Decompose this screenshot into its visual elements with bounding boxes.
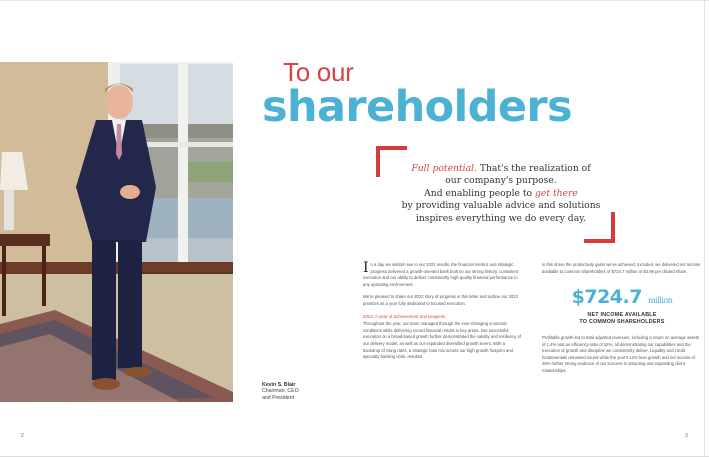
quote-line-1 bbox=[392, 163, 610, 175]
column1-paragraph-1 bbox=[363, 262, 523, 288]
quote-line-3-start: And enabling people to bbox=[424, 187, 536, 199]
page-edge-top bbox=[0, 0, 709, 1]
quote-emphasis-get-there: get there bbox=[535, 187, 578, 199]
stat-value-line bbox=[542, 286, 702, 312]
stat-unit: million bbox=[648, 296, 673, 305]
stat-label-line1: NET INCOME AVAILABLE bbox=[587, 312, 657, 318]
body-column-1 bbox=[363, 262, 523, 367]
stat-value: $724.7 bbox=[571, 286, 642, 308]
column1-para1-text: n a day we seldom see in our 2022 results, the financial metrics and strategic progress delivered a growth-oriented bank built on our strong history, consistent execution and our ability to deliver consistently high-quality financial performance in any operating environment. bbox=[363, 262, 519, 287]
title-to-our: To our bbox=[283, 57, 354, 87]
section-subheading: 2022: A year of achievement and progress bbox=[363, 313, 446, 319]
pull-quote bbox=[392, 163, 610, 225]
caption-title-line1: Chairman, CEO bbox=[262, 388, 299, 395]
executive-portrait-photo bbox=[0, 62, 233, 402]
column2-paragraph-2: Profitable growth led to total adjusted revenues, including a return on average assets of 1.4% and an efficiency ratio of 52%, all demonstrating our capabilities and the execution of growth and discipline we consistently deliver. Liquidity and credit fundamentals remained sound while the year's 12% loan growth and net income of 26% further strong evidence of our success in attracting and expanding client relationships. bbox=[542, 335, 700, 373]
quote-line-2: our company's purpose. bbox=[445, 175, 557, 187]
net-income-stat bbox=[542, 286, 702, 326]
page-number-left: 2 bbox=[21, 433, 24, 439]
quote-line-5: inspires everything we do every day. bbox=[415, 212, 587, 224]
column1-paragraph-3: Throughout the year, our team managed through the ever-changing economic conditions while delivering record financial results in key areas. Our successful execution on a broad-based growth further demonstrated the validity and resiliency of our delivery model, as well as our expanded diversified growth levers. With a backdrop of rising rates, a strategic loan mix across our high growth footprint and specialty banking units, resulted bbox=[363, 321, 522, 360]
column1-paragraph-2: We're pleased to share our 2022 story of progress in this letter and outline our 2023 priorities as a year fully dedicated to focused execution. bbox=[363, 294, 518, 306]
column2-paragraph-1: in this drove the productivity gains we've achieved. Included, we delivered net income available to common shareholders of $724.7 million or $4.96 per diluted share. bbox=[542, 262, 701, 274]
stat-label-line2: TO COMMON SHAREHOLDERS bbox=[579, 319, 665, 325]
photo-caption bbox=[262, 382, 299, 401]
body-column-2-lower bbox=[542, 335, 702, 381]
quote-emphasis-full-potential: Full potential. bbox=[411, 163, 477, 174]
page-edge-right bbox=[704, 0, 705, 457]
quote-line-1-rest: That's the realization of bbox=[476, 163, 591, 174]
title-shareholders: shareholders bbox=[262, 82, 573, 132]
quote-line-3 bbox=[392, 188, 610, 200]
body-column-2 bbox=[542, 262, 702, 281]
caption-title-line2: and President bbox=[262, 394, 295, 401]
page-edge-bottom bbox=[0, 456, 709, 457]
page-number-right: 3 bbox=[685, 433, 688, 439]
drop-cap: I bbox=[363, 260, 369, 276]
quote-line-4: by providing valuable advice and solutions bbox=[401, 200, 601, 212]
caption-name: Kevin S. Blair bbox=[262, 382, 296, 388]
